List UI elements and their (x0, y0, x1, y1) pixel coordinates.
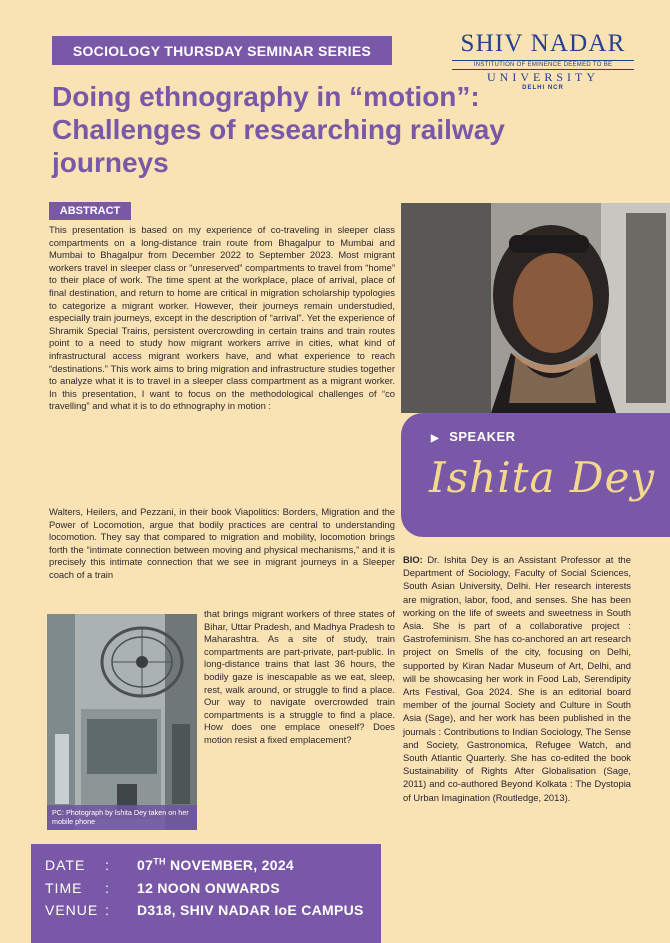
venue-label: VENUE (45, 902, 99, 918)
bio-lead: BIO: (403, 554, 423, 565)
speaker-photo (401, 203, 670, 413)
abstract-paragraph-2: Walters, Heilers, and Pezzani, in their book Viapolitics: Borders, Migration and the Power of Locomotion, argue that bodily practices are central to understanding locomotion. They say that compared to migration and mobility, locomotion brings forth the “intimate connection between moving and physical mechanisms,” and it is precisely this intimate connection that we see in migrant journeys in a Sleeper coach of a train (49, 506, 395, 580)
bio-text: Dr. Ishita Dey is an Assistant Professor at the Department of Sociology, Faculty of Social Sciences, South Asian University, Delhi. Her research interests are migration, labor, food, and senses. She has been working on the life of sweets and sweetness in South Asia. She is part of a collaborative project : Gastrofeminism. She has co-anchored an art research project on Smells of the city, focusing on Delhi, supported by Kiran Nadar Museum of Art, Delhi, and will be showcasing her work in Food Lab, Serendipity Arts Festival, Goa 2024. She is an editorial board member of the journal Society and Culture in South Asia (Sage), and her work has been published in the journals : Contributions to Indian Sociology, The Sense and Society, Gastronomica, Refugee Watch, and South Atlantic Quarterly. She has co-edited the book Sustainability of Rights After Globalisation (Sage, 2011) and co-authored Beyond Kolkata : The Dystopia of Urban Imagination (Routledge, 2013). (403, 554, 631, 803)
time-value: 12 NOON ONWARDS (137, 880, 280, 896)
logo-university: UNIVERSITY (487, 70, 599, 84)
series-banner (52, 36, 392, 65)
date-label: DATE (45, 856, 86, 873)
venue-value: D318, SHIV NADAR IoE CAMPUS (137, 902, 364, 918)
date-suffix: TH (153, 856, 166, 866)
logo-subtitle: INSTITUTION OF EMINENCE DEEMED TO BE (452, 60, 634, 70)
time-separator: : (105, 880, 110, 896)
abstract-label (49, 202, 131, 220)
speaker-bio (403, 553, 631, 804)
seminar-title: Doing ethnography in “motion”: Challenges of researching railway journeys (52, 81, 505, 178)
abstract-paragraph-2-continued: that brings migrant workers of three states of Bihar, Uttar Pradesh, and Madhya Pradesh to Maharashtra. As a site of study, train compartments are part-private, part-public. In long-distance trains that last 36 hours, the bodily gaze is inescapable as we eat, sleep, rest, walk around, or struggle to find a place. Our way to navigate overcrowded train compartments is a struggle to find a place. How does one emplace oneself? Does motion resist a fixed emplacement? (204, 608, 395, 745)
event-time-row (45, 880, 280, 896)
abstract-label-text: ABSTRACT (59, 205, 121, 217)
play-arrow-icon: ▶ (431, 433, 440, 444)
speaker-signature-name: Ishita Dey (429, 453, 656, 502)
date-day: 07 (137, 856, 154, 873)
train-interior-illustration (47, 614, 197, 830)
date-value (137, 857, 294, 873)
logo-name: SHIV NADAR (460, 30, 626, 57)
speaker-heading (431, 429, 516, 444)
series-label: SOCIOLOGY THURSDAY SEMINAR SERIES (72, 42, 372, 59)
abstract-paragraph-1: This presentation is based on my experience of co-traveling in sleeper class compartments on a long-distance train route from Bhagalpur to Mumbai and Mumbai to Bhagalpur from December 2022 to September 2023. Most migrant workers travel in sleeper class or “unreserved” compartments to travel from “home” to their place of work. The time spent at the workplace, place of arrival, place of final destination, and return to home are critical in migration scholarship typologies to categorize a migrant worker. However, their journeys remain understudied, especially train journeys, except in the description of “arrival”. Yet the experience of Shramik Special Trains, persistent overcrowding in certain trains and train routes point to a need to study how migrant workers arrive in cities, what kind of infrastructural access migrant workers have, and what experience to reach “destinations.” This work aims to bring migration and infrastructure studies together to analyze what it is to travel in a sleeper class compartment as a migrant worker. In this presentation, I want to focus on the methodological challenges of “co travelling” and what it is to do ethnography in motion : (49, 224, 395, 412)
speaker-label-text: SPEAKER (449, 429, 516, 444)
date-rest: NOVEMBER, 2024 (165, 856, 295, 873)
speaker-portrait-illustration (401, 203, 670, 413)
time-label: TIME (45, 880, 83, 896)
venue-separator: : (105, 902, 110, 918)
event-venue-row (45, 902, 364, 918)
date-separator: : (105, 856, 110, 873)
event-details (31, 844, 381, 943)
photo-caption: PC: Photograph by Ishita Dey taken on her mobile phone (47, 805, 197, 830)
train-compartment-photo (47, 614, 197, 830)
event-date-row (45, 856, 294, 873)
logo-location: DELHI NCR (522, 85, 564, 91)
speaker-panel (401, 413, 670, 537)
